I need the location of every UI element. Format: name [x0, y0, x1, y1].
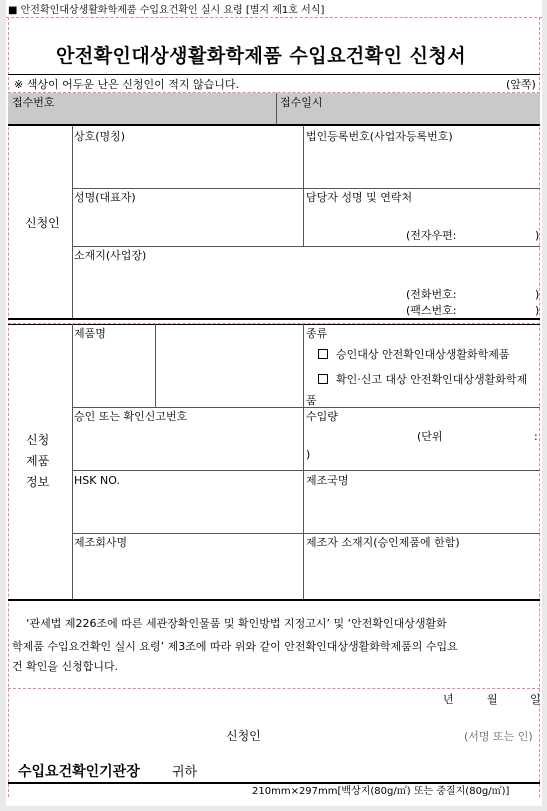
date-month-label: 월: [487, 693, 498, 706]
applicant-col-divider: [303, 126, 304, 246]
applicant-label-divider: [72, 126, 73, 318]
form-caption: ■ 안전확인대상생활화학제품 수입요건확인 실시 요령 [별지 제1호 서식]: [8, 5, 325, 16]
phone-label: (전화번호:: [406, 288, 457, 301]
note-top-rule: [8, 74, 540, 75]
type-option-2-checkbox[interactable]: [318, 374, 328, 384]
date-day-label: 일: [530, 693, 541, 706]
guide-line-left: [8, 17, 9, 797]
approval-number-label: 승인 또는 확인신고번호: [74, 410, 188, 423]
representative-name-label: 성명(대표자): [74, 191, 136, 204]
product-label-divider: [72, 324, 73, 599]
receipt-date-label: 접수일시: [280, 96, 323, 109]
manufacturer-address-label: 제조자 소재지(승인제품에 한함): [306, 536, 460, 549]
receipt-bottom-rule: [8, 124, 540, 126]
fax-label: (팩스번호:: [406, 304, 457, 317]
applicant-row-rule-1: [72, 188, 540, 189]
signature-hint: (서명 또는 인): [464, 730, 533, 743]
page-side-label: (앞쪽): [506, 78, 536, 91]
shading-note: ※ 색상이 어두운 난은 신청인이 적지 않습니다.: [14, 78, 239, 91]
product-row-rule-3: [72, 533, 540, 534]
address-label: 소재지(사업장): [74, 249, 147, 262]
type-option-1-label: 승인대상 안전확인대상생활화학제품: [336, 348, 510, 361]
signature-applicant-label: 신청인: [226, 729, 261, 743]
applicant-row-rule-2: [72, 246, 540, 247]
corp-reg-number-label: 법인등록번호(사업자등록번호): [306, 130, 453, 143]
email-label: (전자우편:: [406, 229, 457, 242]
unit-close: ): [306, 448, 311, 461]
origin-country-label: 제조국명: [306, 474, 349, 487]
unit-colon: :: [534, 430, 538, 443]
product-name-label: 제품명: [74, 327, 106, 340]
company-name-label: 상호(명칭): [74, 130, 126, 143]
email-close: ): [535, 229, 540, 242]
receipt-divider: [276, 93, 277, 124]
phone-close: ): [535, 288, 540, 301]
paper-spec: 210mm×297mm[백상지(80g/㎡) 또는 중질지(80g/㎡)]: [252, 786, 510, 797]
recipient-suffix: 귀하: [172, 765, 198, 780]
unit-label: (단위: [417, 430, 443, 443]
product-type-label: 종류: [306, 327, 328, 340]
product-row-rule-2: [72, 470, 540, 471]
hsk-number-label: HSK NO.: [74, 474, 120, 487]
manufacturer-label: 제조회사명: [74, 536, 128, 549]
product-row-rule-1: [72, 407, 540, 408]
receipt-number-label: 접수번호: [12, 96, 55, 109]
footer-rule: [8, 782, 540, 784]
form-page: [6, 0, 542, 806]
product-top-rule: [8, 324, 540, 325]
contact-person-label: 담당자 성명 및 연락처: [306, 191, 413, 204]
product-col-divider: [303, 324, 304, 599]
product-bottom-rule: [8, 599, 540, 601]
receipt-row: [8, 93, 540, 124]
guide-line-top: [6, 17, 542, 18]
recipient-office: 수입요건확인기관장: [18, 764, 140, 780]
type-option-1-checkbox[interactable]: [318, 349, 328, 359]
date-year-label: 년: [443, 693, 454, 706]
statement-line-2: 학제품 수입요건확인 실시 요령’ 제3조에 따라 위와 같이 안전확인대상생활화학제품의 수입요: [12, 640, 458, 653]
applicant-bottom-rule: [8, 318, 540, 320]
product-section-label-2: 제품: [26, 454, 50, 468]
product-section-label-3: 정보: [26, 475, 50, 489]
import-quantity-label: 수입량: [306, 410, 338, 423]
product-name-inner-divider: [155, 324, 156, 407]
fax-close: ): [535, 304, 540, 317]
statement-guide: [8, 688, 540, 689]
type-option-2-label: 확인·신고 대상 안전확인대상생활화학제: [336, 373, 528, 386]
applicant-section-label: 신청인: [25, 216, 60, 230]
product-section-label-1: 신청: [26, 433, 50, 447]
statement-line-3: 건 확인을 신청합니다.: [12, 660, 119, 673]
form-title: 안전확인대상생활화학제품 수입요건확인 신청서: [56, 45, 467, 67]
type-option-2-continuation: 품: [306, 394, 317, 407]
statement-line-1: ‘관세법 제226조에 따른 세관장확인물품 및 확인방법 지정고시’ 및 ‘안전확인대상생활화: [26, 617, 447, 630]
